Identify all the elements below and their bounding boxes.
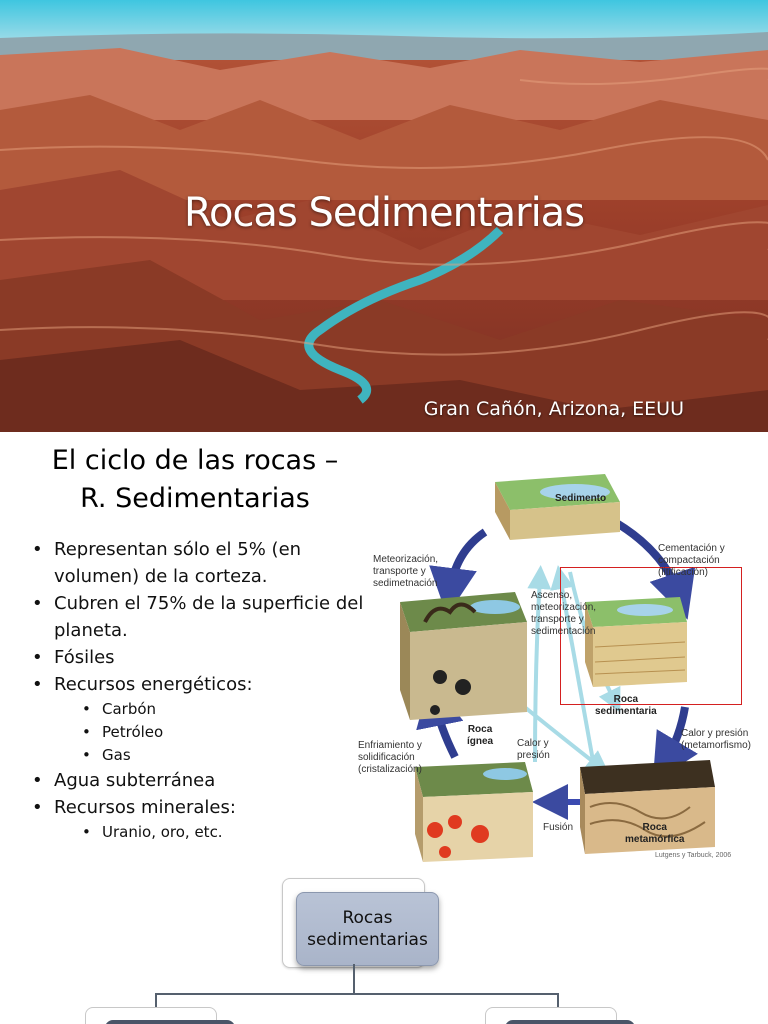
- label-line: meteorización,: [531, 602, 597, 613]
- bullet-item: • Representan sólo el 5% (en volumen) de la corteza.: [32, 536, 367, 590]
- label-line: Calor y presión: [681, 728, 749, 739]
- connector-horizontal: [155, 993, 559, 995]
- label-line: transporte y: [531, 614, 584, 625]
- magma-block: [415, 762, 533, 862]
- photo-caption: Gran Cañón, Arizona, EEUU: [423, 398, 684, 420]
- label-line: Calor y: [517, 738, 549, 749]
- label-line: solidificación: [358, 752, 415, 763]
- bullet-item: [32, 794, 367, 844]
- igneous-block: [400, 592, 527, 720]
- label-calor-presion-metamorfismo: [681, 728, 751, 752]
- bullet-list: [32, 536, 367, 844]
- rock-cycle-diagram: [355, 462, 768, 862]
- label-calor-presion: [517, 738, 550, 762]
- sub-bullet-item: • Uranio, oro, etc.: [82, 821, 367, 844]
- label-line: compactación: [658, 555, 720, 566]
- connector-vertical: [353, 964, 355, 994]
- sediment-block: [495, 474, 620, 540]
- bullet-item: • Fósiles: [32, 644, 367, 671]
- sub-bullet-item: • Petróleo: [82, 721, 367, 744]
- label-line: (cristalización): [358, 764, 422, 775]
- label-ascenso: [531, 590, 596, 638]
- root-node-line-1: Rocas: [342, 908, 393, 928]
- label-line: Enfriamiento y: [358, 740, 422, 751]
- bullet-text: Recursos minerales:: [54, 797, 236, 818]
- concept-map-slide: [0, 864, 768, 1024]
- bullet-item: • Cubren el 75% de la superficie del planeta.: [32, 590, 367, 644]
- label-fusion: Fusión: [543, 822, 574, 833]
- child-node-left: [105, 1020, 235, 1024]
- child-node-right: [505, 1020, 635, 1024]
- label-enfriamiento: [358, 740, 422, 776]
- sub-bullet-item: • Gas: [82, 744, 367, 767]
- label-line: Roca: [642, 822, 667, 833]
- label-line: (litificación): [658, 567, 709, 578]
- label-line: sedimentaria: [595, 706, 657, 717]
- label-line: Meteorización,: [373, 554, 439, 565]
- sub-bullet-item: • Carbón: [82, 698, 367, 721]
- bullet-text: Recursos energéticos:: [54, 674, 253, 695]
- bullet-item: • Agua subterránea: [32, 767, 367, 794]
- label-line: (metamorfismo): [681, 740, 752, 751]
- slide-title: Rocas Sedimentarias: [183, 190, 585, 236]
- heading-line-2: R. Sedimentarias: [80, 483, 310, 514]
- rock-cycle-slide: [0, 432, 768, 864]
- label-line: Roca: [467, 724, 493, 735]
- label-line: Ascenso,: [531, 590, 573, 601]
- root-node-line-2: sedimentarias: [307, 930, 428, 950]
- label-roca-sedimentaria: [595, 694, 657, 718]
- label-meteorizacion: [373, 554, 438, 590]
- citation: Lutgens y Tarbuck, 2006: [655, 852, 732, 859]
- label-roca-ignea: [467, 724, 493, 748]
- connector-left: [155, 993, 157, 1007]
- root-node: [296, 892, 439, 966]
- label-line: metamórfica: [625, 834, 685, 845]
- label-line: presión: [517, 750, 550, 761]
- label-line: transporte y: [373, 566, 426, 577]
- connector-right: [557, 993, 559, 1007]
- mineral-sub-list: [54, 821, 367, 844]
- energy-sub-list: [54, 698, 367, 767]
- bullet-item: [32, 671, 367, 767]
- label-line: ígnea: [467, 736, 494, 747]
- heading-line-1: El ciclo de las rocas –: [51, 445, 339, 476]
- label-sedimento: Sedimento: [555, 493, 607, 504]
- label-line: sedimentación: [531, 626, 596, 637]
- label-line: sedimetnación: [373, 578, 438, 589]
- label-line: Cementación y: [658, 543, 725, 554]
- label-roca-metamorfica: [625, 822, 684, 846]
- slide-heading: [20, 442, 370, 518]
- label-cementacion: [658, 543, 725, 579]
- label-line: Roca: [613, 694, 639, 705]
- title-slide: [0, 0, 768, 432]
